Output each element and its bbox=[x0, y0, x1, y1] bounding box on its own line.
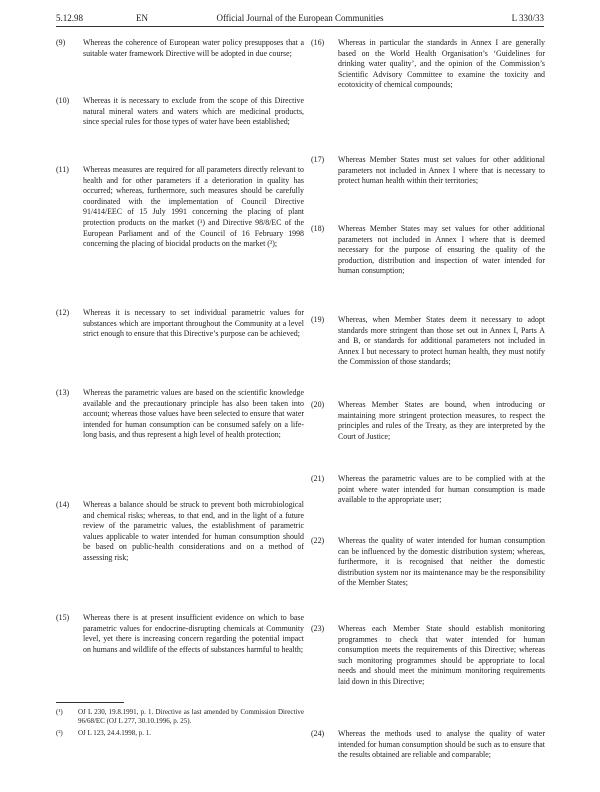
recital-text: Whereas it is necessary to set individual parametric values for substances which are important throughout the Community at a level strict enough to ensure that this Directive’s purpose can be achieved; bbox=[83, 308, 304, 339]
recital-text: Whereas the methods used to analyse the quality of water intended for human consumption should be such as to ensure that the results obtained are reliable and comparable; bbox=[338, 729, 545, 760]
recital-text: Whereas Member States are bound, when introducing or maintaining more stringent protection measures, to respect the principles and rules of the Treaty, as they are interpreted by the Court of Justice; bbox=[338, 400, 545, 441]
recital-9 bbox=[56, 38, 304, 59]
recital-text: Whereas the parametric values are to be complied with at the point where water intended for human consumption is made available to the appropriate user; bbox=[338, 474, 545, 505]
footnote-rule bbox=[56, 702, 124, 703]
recital-20 bbox=[311, 400, 545, 442]
footnote-1 bbox=[56, 708, 304, 727]
recital-17 bbox=[311, 155, 545, 187]
footnote-text: OJ L 123, 24.4.1998, p. 1. bbox=[78, 728, 152, 737]
recital-number: (13) bbox=[56, 388, 70, 397]
header-page-number: L 330/33 bbox=[511, 13, 544, 23]
recital-number: (15) bbox=[56, 613, 70, 622]
recital-number: (9) bbox=[56, 38, 66, 47]
recital-number: (19) bbox=[311, 315, 325, 324]
recital-15 bbox=[56, 613, 304, 655]
recital-10 bbox=[56, 96, 304, 128]
header-journal-title: Official Journal of the European Communities bbox=[216, 13, 384, 23]
recital-text: Whereas, when Member States deem it necessary to adopt standards more stringent than those set out in Annex I, Parts A and B, or standards for additional parameters not included in Annex I but necessary to protect human health, they must notify the Commission of those standards; bbox=[338, 315, 545, 367]
page-header bbox=[56, 12, 544, 26]
recital-text: Whereas the quality of water intended for human consumption can be influenced by the domestic distribution system; whereas, furthermore, it is recognised that neither the domestic distribution system nor its maintenance may be the responsibility of the Member States; bbox=[338, 536, 545, 588]
header-date: 5.12.98 bbox=[56, 13, 83, 23]
footnote-text: OJ L 230, 19.8.1991, p. 1. Directive as last amended by Commission Directive 96/68/EC (OJ L 277, 30.10.1996, p. 25). bbox=[78, 708, 304, 726]
recital-number: (17) bbox=[311, 155, 325, 164]
recital-number: (10) bbox=[56, 96, 70, 105]
recital-number: (18) bbox=[311, 224, 325, 233]
footnote-mark: (¹) bbox=[56, 708, 63, 716]
recital-text: Whereas a balance should be struck to prevent both microbiological and chemical risks; whereas, to that end, and in the light of a future review of the parametric values, the establishment of parametric values applicable to water intended for human consumption should be based on public-health considerations and on a method of assessing risk; bbox=[83, 500, 304, 562]
header-language: EN bbox=[136, 13, 148, 23]
recital-14 bbox=[56, 500, 304, 564]
recital-number: (16) bbox=[311, 38, 325, 47]
recital-11 bbox=[56, 165, 304, 250]
recital-number: (23) bbox=[311, 624, 325, 633]
recital-text: Whereas each Member State should establish monitoring programmes to check that water intended for human consumption meets the requirements of this Directive; whereas such monitoring programmes should be appropriate to local needs and should meet the minimum monitoring requirements laid down in this Directive; bbox=[338, 624, 545, 686]
footnotes bbox=[56, 708, 304, 740]
footnote-mark: (²) bbox=[56, 728, 63, 737]
recital-23 bbox=[311, 624, 545, 688]
recital-text: Whereas it is necessary to exclude from the scope of this Directive natural mineral waters and waters which are medicinal products, since special rules for those types of water have been established; bbox=[83, 96, 304, 127]
recital-16 bbox=[311, 38, 545, 91]
recital-number: (11) bbox=[56, 165, 69, 174]
recital-22 bbox=[311, 536, 545, 589]
recital-number: (21) bbox=[311, 474, 325, 483]
recital-number: (20) bbox=[311, 400, 325, 409]
recital-number: (12) bbox=[56, 308, 70, 317]
recital-text: Whereas in particular the standards in Annex I are generally based on the World Health Organisation’s ‘Guidelines for drinking water quality’, and the opinion of the Commission’s Scientific Advisory Committee to examine the toxicity and ecotoxicity of chemical compounds; bbox=[338, 38, 545, 90]
recital-text: Whereas Member States may set values for other additional parameters not included in Annex I where that is deemed necessary for the purpose of ensuring the quality of the production, distribution and inspection of water intended for human consumption; bbox=[338, 224, 545, 276]
recital-number: (24) bbox=[311, 729, 325, 738]
footnote-2 bbox=[56, 729, 304, 738]
recital-text: Whereas the coherence of European water policy presupposes that a suitable water framework Directive will be adopted in due course; bbox=[83, 38, 304, 58]
recital-text: Whereas there is at present insufficient evidence on which to base parametric values for endocrine-disrupting chemicals at Community level, yet there is increasing concern regarding the potential impact on humans and wildlife of the effects of substances harmful to health; bbox=[83, 613, 304, 654]
recital-number: (14) bbox=[56, 500, 70, 509]
recital-text: Whereas Member States must set values for other additional parameters not included in Annex I where that is necessary to protect human health within their territories; bbox=[338, 155, 545, 186]
recital-19 bbox=[311, 315, 545, 368]
recital-21 bbox=[311, 474, 545, 506]
recital-12 bbox=[56, 308, 304, 340]
recital-number: (22) bbox=[311, 536, 325, 545]
recital-18 bbox=[311, 224, 545, 277]
recital-24 bbox=[311, 729, 545, 761]
recital-13 bbox=[56, 388, 304, 441]
recital-text: Whereas measures are required for all parameters directly relevant to health and for other parameters if a deterioration in quality has occurred; whereas, furthermore, such measures should be carefully coordinated with the implementation of Council Directive 91/414/EEC of 15 July 1991 concerning the placing of plant protection products on the market (¹) and Directive 98/8/EC of the European Parliament and of the Council of 16 February 1998 concerning the placing of biocidal products on the market (²); bbox=[83, 165, 304, 249]
header-rule bbox=[56, 26, 544, 27]
recital-text: Whereas the parametric values are based on the scientific knowledge available and the precautionary principle has also been taken into account; whereas those values have been selected to ensure that water intended for human consumption can be consumed safely on a life-long basis, and thus represent a high level of health protection; bbox=[83, 388, 304, 440]
